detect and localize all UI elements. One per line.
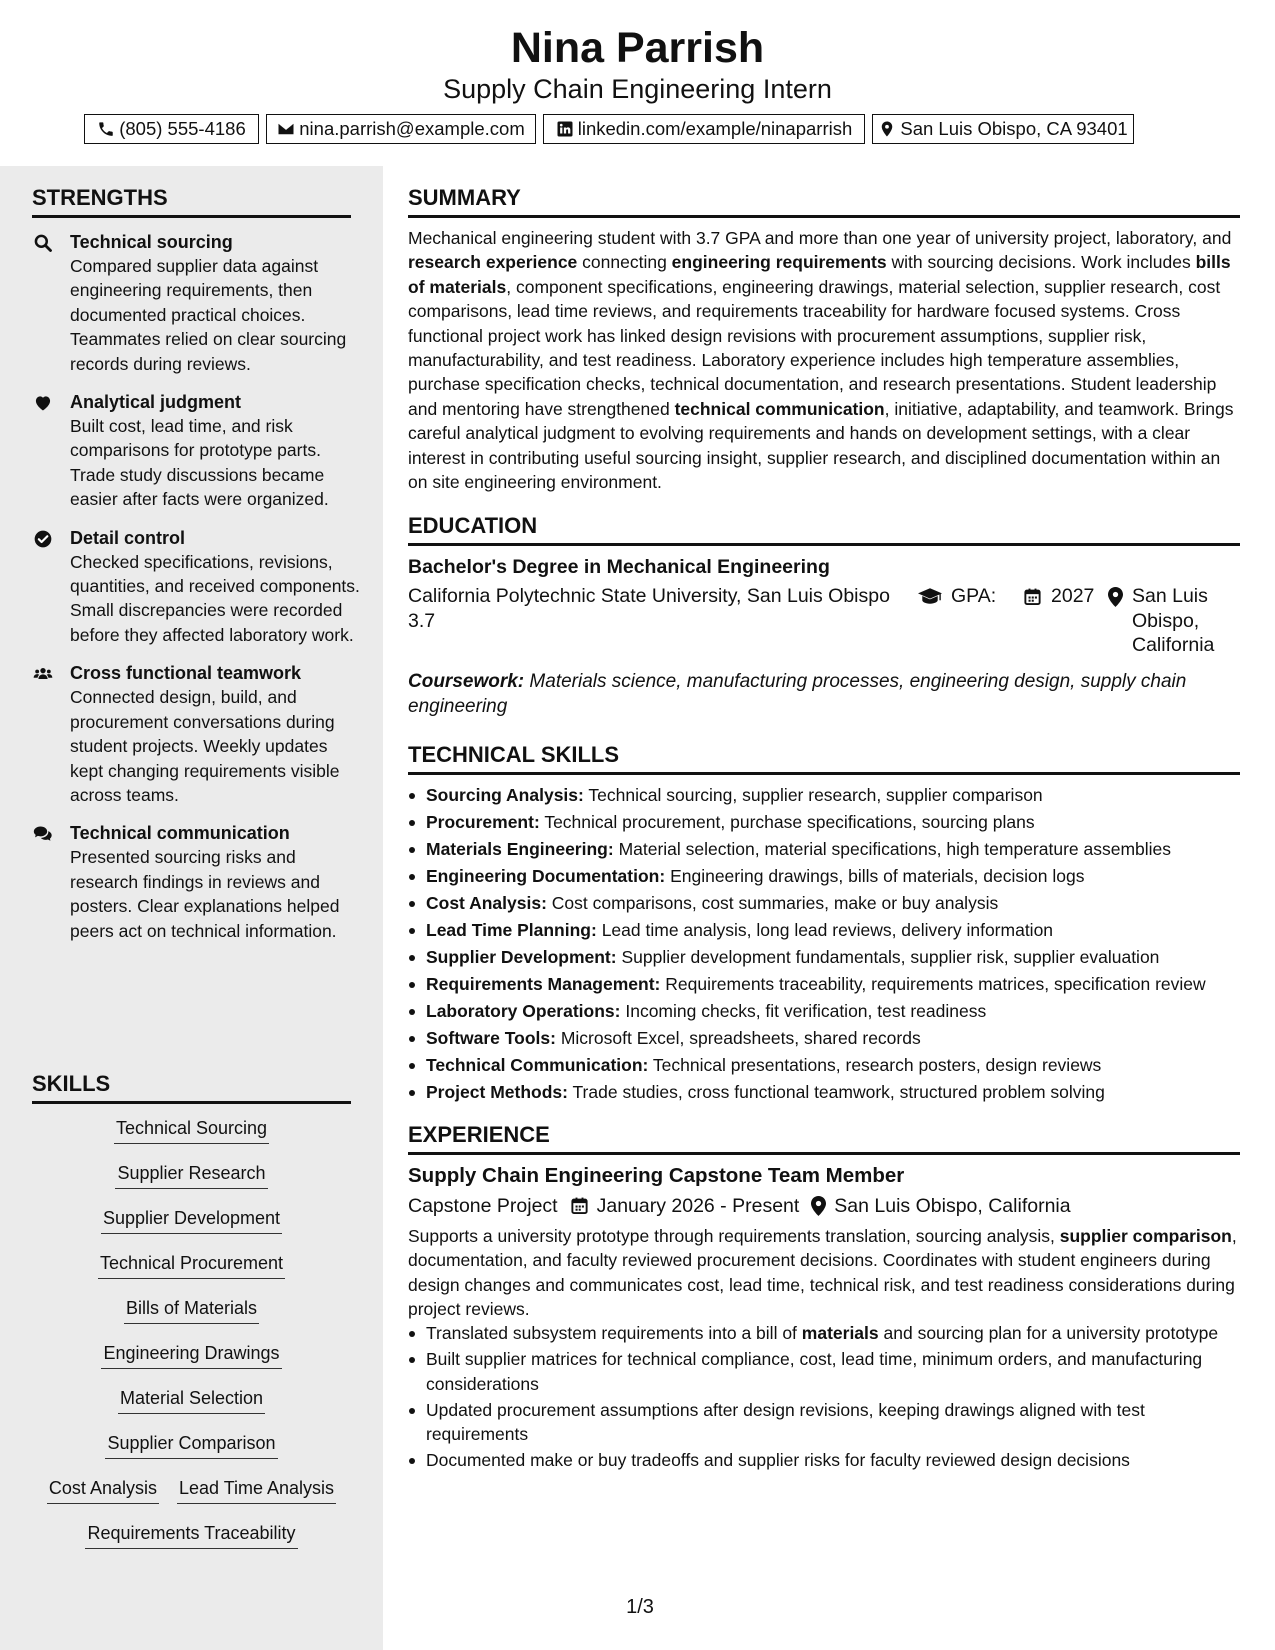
body-text: , documentation, and faculty reviewed procurement decisions. Coordinates with student engineers during design changes and communicates cost, lead time, technical risk, and test readiness considerations during project reviews. [408,1225,1237,1319]
skill-detail: Technical presentations, research posters, design reviews [652,1055,1102,1076]
list-item [408,891,1240,915]
emphasis-text: technical communication [674,398,885,419]
skill-tag: Requirements Traceability [85,1521,297,1549]
body-text: Documented make or buy tradeoffs and supplier risks for faculty reviewed design decisions [426,1450,1130,1471]
coursework-label: Coursework: [408,671,525,693]
list-item [408,999,1240,1023]
skill-row [0,1239,383,1284]
skill-detail: Engineering drawings, bills of materials, decision logs [670,866,1085,887]
skill-detail: Cost comparisons, cost summaries, make or buy analysis [551,893,999,914]
skill-row [0,1509,383,1554]
list-item [408,945,1240,969]
skill-detail: Supplier development fundamentals, supplier risk, supplier evaluation [621,947,1160,968]
skill-label: Sourcing Analysis: [426,785,584,806]
list-item [408,810,1240,834]
strength-title: Cross functional teamwork [70,663,302,684]
list-item [408,837,1240,861]
degree-title: Bachelor's Degree in Mechanical Engineering [408,556,830,579]
contact-linkedin[interactable] [543,114,865,144]
page-number: 1/3 [626,1596,654,1618]
strength-title: Technical sourcing [70,232,233,252]
body-text: Mechanical engineering student with 3.7 GPA and more than one year of university project, laboratory, and [408,228,1232,248]
emphasis-text: engineering requirements [671,252,887,273]
list-item [408,1053,1240,1077]
skill-detail: Microsoft Excel, spreadsheets, shared records [560,1028,921,1049]
emphasis-text: supplier comparison [1059,1225,1232,1246]
skill-row [0,1329,383,1374]
list-item [408,918,1240,942]
strength-text: Connected design, build, and procurement conversations during student projects. Weekly updates kept changing requirements visible across teams. [70,687,340,805]
skill-label: Lead Time Planning: [426,920,597,941]
resume-header [0,0,1275,166]
phone-icon [97,120,115,138]
job-title: Supply Chain Engineering Capstone Team Member [408,1163,905,1187]
skill-row [0,1194,383,1239]
job-bullets [408,1321,1240,1472]
contact-bar [84,114,1194,144]
skill-detail: Incoming checks, fit verification, test readiness [625,1001,987,1022]
body-text: and sourcing plan for a university prototype [878,1323,1219,1344]
gpa-label: GPA: [951,585,997,608]
strengths-heading: STRENGTHS [32,184,351,218]
map-pin-icon [878,120,896,138]
list-item [408,1026,1240,1050]
list-item [408,1321,1240,1345]
skill-label: Requirements Management: [426,974,661,995]
strength-item [32,526,362,648]
summary-heading: SUMMARY [408,184,1240,218]
skill-label: Project Methods: [426,1082,568,1103]
skill-tag: Supplier Comparison [105,1431,277,1459]
skill-tag: Cost Analysis [47,1476,159,1504]
body-text: Built supplier matrices for technical compliance, cost, lead time, minimum orders, and manufacturing considerations [426,1349,1203,1394]
strength-item [32,390,362,512]
phone-text: (805) 555-4186 [119,118,246,139]
strength-item [32,661,362,807]
skill-label: Procurement: [426,812,540,833]
skill-detail: Lead time analysis, long lead reviews, delivery information [601,920,1054,941]
body-text: Translated subsystem requirements into a bill of [426,1323,802,1344]
skill-label: Software Tools: [426,1028,556,1049]
strength-text: Compared supplier data against engineering requirements, then documented practical choices. Teammates relied on clear sourcing records during reviews. [70,256,347,374]
strength-text: Presented sourcing risks and research findings in reviews and posters. Clear explanations helped peers act on technical information. [70,847,340,941]
skill-row [0,1464,383,1509]
calendar-icon [570,1196,589,1215]
body-text: with sourcing decisions. Work includes [886,252,1196,273]
skill-row [0,1284,383,1329]
list-item [408,1080,1240,1104]
list-item [408,864,1240,888]
skill-detail: Requirements traceability, requirements matrices, specification review [665,974,1206,995]
skill-row [0,1149,383,1194]
skill-label: Cost Analysis: [426,893,547,914]
job-meta [408,1193,1240,1219]
strengths-section [0,184,383,943]
summary-text [408,226,1240,494]
skill-detail: Material selection, material specifications, high temperature assemblies [618,839,1172,860]
body-text: , initiative, adaptability, and teamwork. Brings careful analytical judgment to evolving requirements and hands on development settings, with a clear interest in contributing useful sourcing insight, supplier research, and disciplined documentation within an on site engineering environment. [408,398,1234,493]
skill-detail: Technical sourcing, supplier research, supplier comparison [588,785,1043,806]
skills-heading: SKILLS [32,1070,351,1104]
strength-text: Checked specifications, revisions, quantities, and received components. Small discrepancies were recorded before they affected laboratory work. [70,551,360,645]
skill-row [0,1104,383,1149]
search-icon [32,232,54,254]
list-item [408,783,1240,807]
map-pin-icon [811,1196,826,1216]
skill-tag: Bills of Materials [124,1296,259,1324]
emphasis-text: materials [801,1323,879,1344]
gpa-value: 3.7 [408,609,436,632]
contact-location [872,114,1134,144]
strength-item [32,230,362,376]
main-column [408,166,1240,1474]
skill-label: Engineering Documentation: [426,866,666,887]
skill-label: Technical Communication: [426,1055,649,1076]
list-item [408,1347,1240,1396]
experience-heading: EXPERIENCE [408,1121,1240,1155]
candidate-role: Supply Chain Engineering Intern [443,74,832,104]
skills-section [0,1070,383,1554]
education-details [408,584,1240,666]
graduation-year: 2027 [1051,585,1095,608]
sidebar [0,166,383,1650]
calendar-icon [1023,587,1042,606]
job-org: Capstone Project [408,1194,558,1217]
coursework [408,670,1240,719]
heart-icon [32,392,54,414]
contact-email[interactable] [266,114,536,144]
skill-row [0,1374,383,1419]
strength-title: Detail control [70,527,186,548]
skill-tag: Engineering Drawings [101,1341,281,1369]
job-dates: January 2026 - Present [596,1194,800,1217]
job-location: San Luis Obispo, California [834,1194,1071,1217]
skill-row [0,1419,383,1464]
technical-skills-list [408,783,1240,1104]
users-icon [32,663,54,685]
strength-item [32,821,362,943]
body-text: Updated procurement assumptions after design revisions, keeping drawings aligned with test requirements [426,1399,1145,1445]
envelope-icon [277,120,295,138]
check-circle-icon [32,528,54,550]
email-text: nina.parrish@example.com [299,118,525,139]
emphasis-text: research experience [408,252,578,273]
coursework-text: Materials science, manufacturing processes, engineering design, supply chain engineering [408,671,1187,717]
skill-label: Laboratory Operations: [426,1001,621,1022]
skill-tag: Material Selection [118,1386,265,1414]
technical-skills-heading: TECHNICAL SKILLS [408,741,1240,775]
job-description [408,1224,1240,1322]
school-name: California Polytechnic State University, San Luis Obispo [408,585,890,608]
linkedin-icon [556,120,574,138]
skill-tag: Lead Time Analysis [177,1476,336,1504]
skill-tag: Technical Procurement [98,1251,285,1279]
body-text: Supports a university prototype through requirements translation, sourcing analysis, [408,1225,1060,1246]
emphasis-text: bills of materials [408,252,1231,297]
strength-text: Built cost, lead time, and risk comparisons for prototype parts. Trade study discussions became easier after facts were organized. [70,416,329,510]
education-heading: EDUCATION [408,512,1240,546]
comments-icon [32,823,54,845]
skill-tag: Technical Sourcing [114,1116,269,1144]
strength-title: Analytical judgment [70,392,242,413]
list-item [408,972,1240,996]
graduation-cap-icon [918,587,942,605]
body-text: , component specifications, engineering drawings, material selection, supplier research, cost comparisons, lead time reviews, and requirements traceability for hardware focused systems. Cross functional project work has linked design revisions with procurement assumptions, supplier risk, manufacturability, and test readiness. Laboratory experience includes high temperature assemblies, purchase specification checks, technical documentation, and research presentations. Student leadership and mentoring have strengthened [408,276,1221,419]
school-location: San Luis Obispo, California [1132,585,1215,657]
skill-detail: Technical procurement, purchase specifications, sourcing plans [544,812,1035,833]
contact-phone[interactable] [84,114,259,144]
list-item [408,1398,1240,1447]
skill-tag: Supplier Research [115,1161,267,1189]
skill-detail: Trade studies, cross functional teamwork, structured problem solving [572,1082,1105,1103]
body-text: connecting [577,252,672,273]
candidate-name: Nina Parrish [510,24,765,72]
location-text: San Luis Obispo, CA 93401 [900,118,1128,139]
skill-label: Supplier Development: [426,947,617,968]
skill-label: Materials Engineering: [426,839,614,860]
strength-title: Technical communication [70,823,290,844]
skill-tag: Supplier Development [101,1206,282,1234]
linkedin-text: linkedin.com/example/ninaparrish [577,118,853,139]
list-item [408,1448,1240,1472]
